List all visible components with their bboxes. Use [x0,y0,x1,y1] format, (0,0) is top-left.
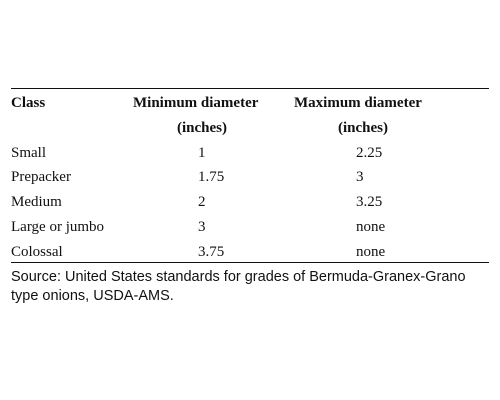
row-class: Colossal [11,244,63,260]
row-max-diameter: none [356,244,386,260]
row-min-diameter: 2 [198,194,206,210]
row-max-diameter: 3 [356,169,364,185]
row-max-diameter: 3.25 [356,194,383,210]
row-class: Small [11,145,47,161]
row-min-diameter: 1 [198,145,206,161]
header-minimum-diameter: Minimum diameter [133,95,259,111]
row-class: Large or jumbo [11,219,105,235]
header-maximum-diameter: Maximum diameter [294,95,422,111]
row-max-diameter: none [356,219,386,235]
row-max-diameter: 2.25 [356,145,383,161]
row-min-diameter: 3 [198,219,206,235]
header-min-unit: (inches) [177,120,227,136]
source-note: Source: United States standards for grades of Bermuda-Granex-Grano type onions, USDA-AMS. [11,269,466,304]
table-top-rule [11,88,489,89]
row-class: Medium [11,194,62,210]
row-class: Prepacker [11,169,71,185]
row-min-diameter: 1.75 [198,169,225,185]
header-class: Class [11,95,46,111]
table-bottom-rule [11,262,489,263]
header-max-unit: (inches) [338,120,388,136]
row-min-diameter: 3.75 [198,244,225,260]
